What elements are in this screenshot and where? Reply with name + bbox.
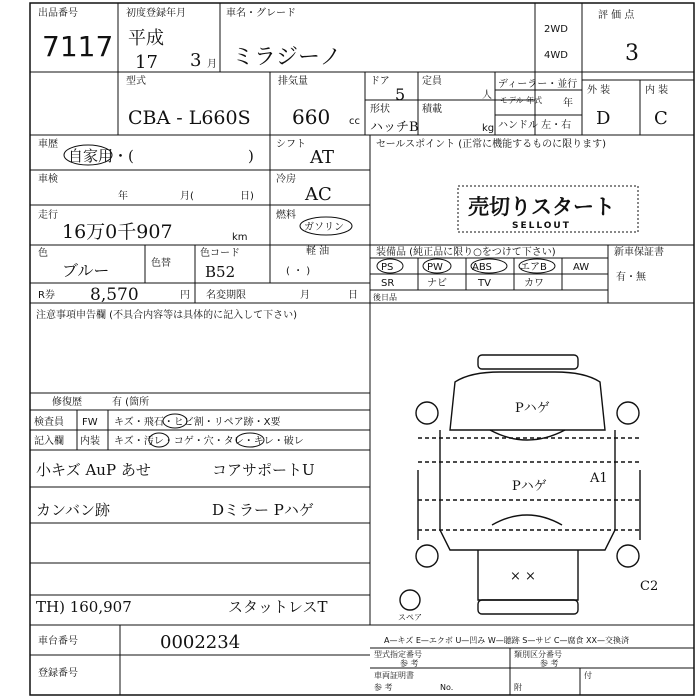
first-reg-label: 初度登録年月 — [126, 8, 186, 19]
mileage-value: 16万0千907 — [62, 221, 173, 243]
interior-items: キズ・汚レ・コゲ・穴・タレ・キレ・破レ — [114, 436, 304, 447]
color-changed-label: 色替 — [151, 258, 171, 269]
history-value: 自家用・( — [68, 147, 134, 165]
recycle-label: R券 — [38, 290, 55, 301]
model-name-label: 車名・グレード — [226, 8, 296, 19]
inspection-day: 日) — [240, 191, 254, 202]
score-value: 3 — [625, 41, 639, 66]
mileage-label: 走行 — [38, 210, 58, 221]
name-change-label: 名変期限 — [206, 290, 246, 301]
name-change-day: 日 — [348, 290, 358, 301]
repair-label: 修復歴 — [52, 397, 82, 408]
interior-grade: C — [654, 108, 668, 129]
month-value: 3 — [190, 50, 202, 71]
displacement-value: 660 — [292, 105, 331, 129]
exterior-label: 外 装 — [587, 85, 611, 96]
history-label: 車歴 — [38, 139, 58, 150]
color-value: ブルー — [62, 261, 110, 280]
aircon-label: 冷房 — [276, 174, 296, 185]
damage-legend: A—キズ E—エクボ U—凹み W—聴跡 S—サビ C—腐食 XX—交換済 — [384, 636, 630, 645]
mileage-unit: km — [232, 232, 248, 243]
mark-rear: × × — [510, 569, 536, 584]
form-number-label: 型式指定番号 — [374, 650, 422, 659]
recycle-unit: 円 — [180, 290, 190, 301]
inspection-year: 年 — [118, 191, 128, 202]
equip-tv: TV — [478, 278, 491, 289]
equipment-label: 装備品 (純正品に限り○をつけて下さい) — [376, 247, 556, 258]
color-label: 色 — [38, 248, 48, 259]
fw-label: FW — [82, 417, 98, 428]
history-close: ) — [248, 147, 254, 165]
class-number-ref: 参 考 — [540, 659, 559, 668]
lot-number: 7117 — [42, 30, 114, 63]
interior-row-label: 内装 — [80, 436, 100, 447]
equip-abs: ABS — [472, 262, 492, 273]
equip-pw: PW — [427, 262, 443, 273]
inspector-label: 検査員 — [34, 417, 64, 428]
inspection-label: 車検 — [38, 174, 58, 185]
year-value: 17 — [135, 52, 158, 73]
equip-airbag: エアB — [520, 262, 547, 273]
remark-line2-right: Dミラー Pハゲ — [212, 501, 314, 519]
spare-label: スペア — [398, 613, 422, 622]
capacity-label: 定員 — [422, 76, 442, 87]
fuel-paren: ( ・ ) — [286, 266, 311, 277]
month-unit: 月 — [207, 59, 217, 70]
doors-label: ドア — [370, 76, 390, 87]
drive-2wd: 2WD — [544, 24, 568, 35]
doors-value: 5 — [395, 85, 406, 104]
remark-line1-right: コアサポートU — [212, 461, 315, 479]
model-year-label: モデル 年式 — [500, 96, 543, 105]
mark-side: A1 — [590, 471, 608, 486]
aircon-value: AC — [305, 184, 332, 205]
displacement-label: 排気量 — [278, 76, 308, 87]
remark-line1-left: 小キズ AuP あせ — [36, 461, 151, 479]
vehicle-cert-ref: 参 考 — [374, 683, 393, 692]
lot-label: 出品番号 — [38, 8, 78, 19]
inspection-month: 月( — [180, 191, 194, 202]
mark-front: Pハゲ — [515, 401, 550, 416]
remark-line2-left: カンバン跡 — [36, 501, 110, 519]
shift-label: シフト — [276, 139, 306, 150]
fuel-label: 燃料 — [276, 210, 296, 221]
sales-label: セールスポイント (正常に機能するものに限ります) — [376, 139, 607, 150]
type-value: CBA - L660S — [128, 107, 251, 129]
load-label: 積載 — [422, 104, 442, 115]
drive-4wd: 4WD — [544, 50, 568, 61]
class-number-label: 類別区分番号 — [514, 650, 562, 659]
warranty-label: 新車保証書 — [614, 247, 664, 258]
registration-label: 登録番号 — [38, 668, 78, 679]
shape-value: ハッチB — [370, 120, 419, 135]
warranty-value: 有・無 — [616, 272, 646, 283]
fuel-diesel: 軽 油 — [306, 246, 330, 257]
legend-other: 付 — [584, 671, 592, 680]
mark-c2: C2 — [640, 579, 659, 594]
equip-navi: ナビ — [427, 278, 447, 289]
chassis-label: 車台番号 — [38, 636, 78, 647]
chassis-value: 0002234 — [160, 632, 241, 653]
interior-label: 内 装 — [645, 85, 669, 96]
mark-roof: Pハゲ — [512, 479, 547, 494]
capacity-unit: 人 — [482, 90, 492, 101]
color-code-label: 色コード — [200, 248, 240, 259]
form-number-ref: 参 考 — [400, 659, 419, 668]
load-unit: kg — [482, 123, 495, 134]
handle-label: ハンドル 左・右 — [498, 120, 572, 131]
sellout-stamp: 売切りスタート — [468, 195, 615, 219]
displacement-unit: cc — [349, 116, 360, 127]
remark-line3-left: TH) 160,907 — [36, 598, 132, 616]
legend-mark: 附 — [514, 683, 522, 692]
name-change-month: 月 — [300, 290, 310, 301]
color-code-value: B52 — [205, 263, 236, 281]
era-value: 平成 — [128, 28, 164, 49]
notes-label: 注意事項申告欄 (不具合内容等は具体的に記入して下さい) — [36, 310, 297, 321]
sellout-sub: SELLOUT — [512, 221, 571, 231]
fuel-gasoline: ガソリン — [304, 222, 344, 233]
equip-ps: PS — [381, 262, 394, 273]
vehicle-cert-label: 車両証明書 — [374, 671, 414, 680]
type-label: 型式 — [126, 76, 146, 87]
remarks-items-label: 後日品 — [373, 293, 397, 302]
equip-leather: カワ — [524, 278, 544, 289]
remark-line3-right: スタットレスT — [228, 598, 328, 616]
fw-items: キズ・飛石・ヒビ割・リペア跡・X要 — [114, 417, 281, 428]
vehicle-cert-no: No. — [440, 683, 454, 692]
model-year-unit: 年 — [563, 98, 573, 109]
exterior-grade: D — [596, 108, 611, 129]
equip-aw: AW — [573, 262, 590, 273]
equip-sr: SR — [381, 278, 395, 289]
recycle-value: 8,570 — [90, 285, 139, 305]
repair-value: 有 (箇所 — [112, 397, 150, 408]
score-label: 評 価 点 — [598, 10, 635, 21]
shape-label: 形状 — [370, 104, 390, 115]
entry-label: 記入欄 — [34, 436, 64, 447]
shift-value: AT — [310, 147, 335, 168]
model-name: ミラジーノ — [232, 45, 342, 70]
dealer-label: ディーラー・並行 — [498, 79, 578, 90]
